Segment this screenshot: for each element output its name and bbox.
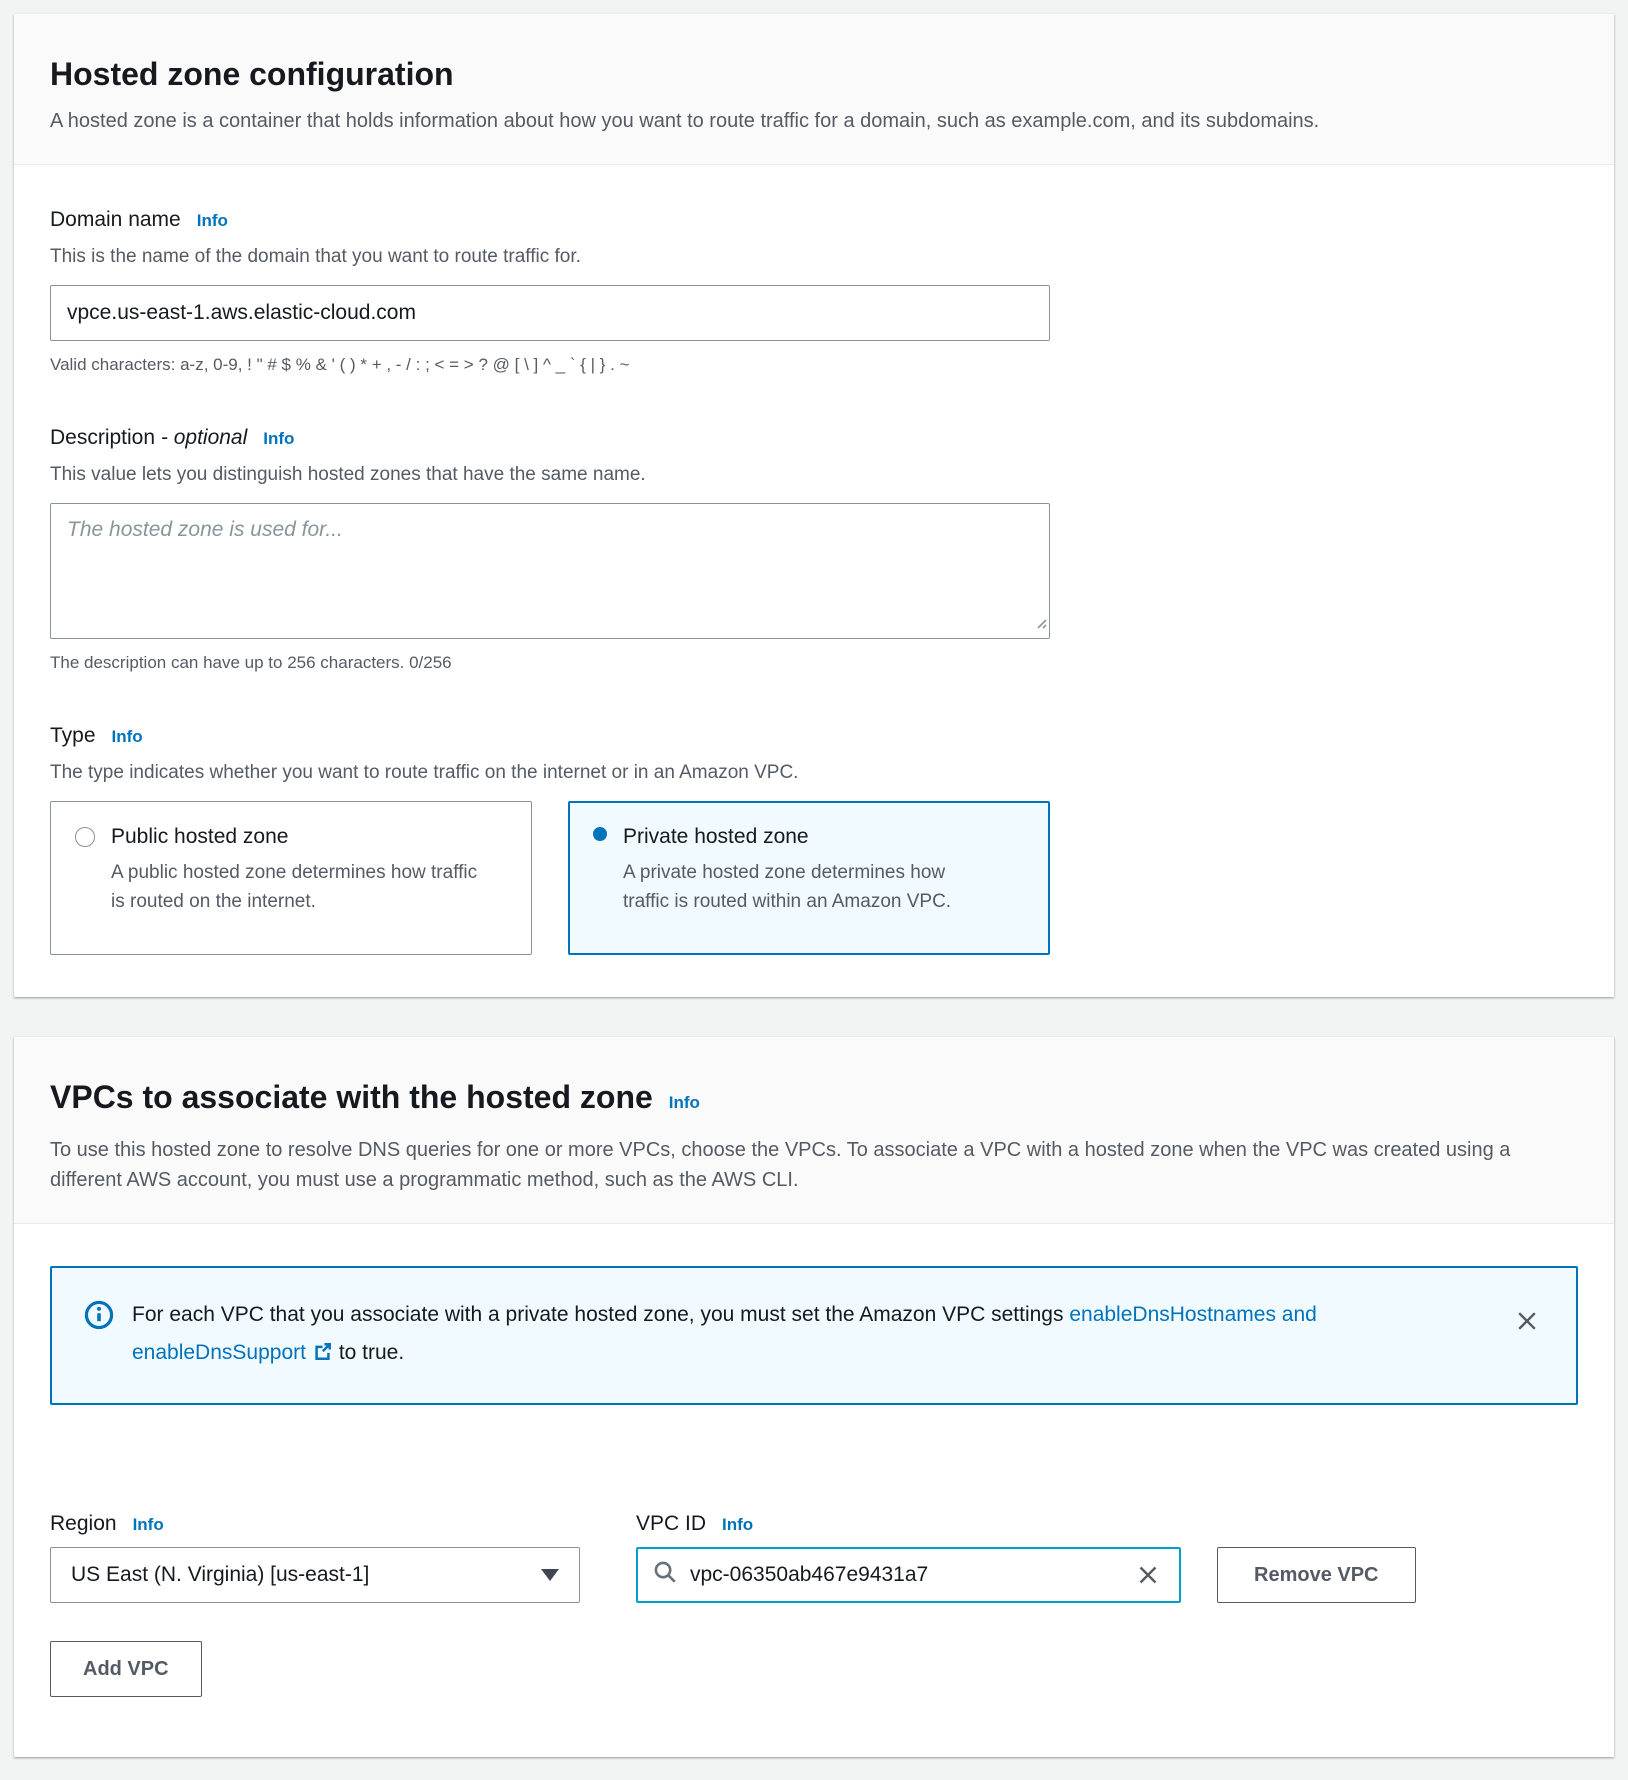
hosted-zone-card-header: [14, 14, 1614, 165]
hosted-zone-card-subtitle: A hosted zone is a container that holds information about how you want to route traffic for a domain, such as example.com, and its subdomains.: [50, 110, 1320, 132]
vpc-card-title: [50, 1075, 1578, 1125]
clear-icon: [1135, 1562, 1161, 1588]
description-info-link[interactable]: Info: [263, 429, 295, 448]
public-option-label: Public hosted zone: [111, 825, 289, 848]
region-selected-value: US East (N. Virginia) [us-east-1]: [71, 1563, 370, 1586]
clear-vpc-id-button[interactable]: [1131, 1558, 1165, 1592]
radio-unchecked-icon[interactable]: [75, 827, 95, 847]
search-icon: [652, 1559, 678, 1591]
external-link-icon: [312, 1344, 333, 1367]
description-constraint: The description can have up to 256 characters. 0/256: [50, 653, 452, 672]
remove-vpc-button[interactable]: Remove VPC: [1217, 1547, 1416, 1603]
domain-name-hint: This is the name of the domain that you want to route traffic for.: [50, 246, 581, 267]
private-option-text: [623, 822, 993, 916]
vpc-card-info-link[interactable]: Info: [668, 1093, 700, 1112]
page: [0, 14, 1628, 1780]
public-option-text: [111, 822, 481, 916]
add-vpc-button[interactable]: Add VPC: [50, 1641, 202, 1697]
private-hosted-zone-option[interactable]: [568, 801, 1050, 955]
region-column: [50, 1509, 580, 1603]
bottom-spacer: [0, 1757, 1628, 1776]
vpc-card-title-text: VPCs to associate with the hosted zone: [50, 1079, 653, 1115]
region-label: Region: [50, 1512, 117, 1535]
alert-message: [132, 1296, 1352, 1375]
close-icon: [1514, 1308, 1540, 1334]
domain-name-constraint: Valid characters: a-z, 0-9, ! " # $ % & ' ( ) * + , - / : ; < = > ? @ [ \ ] ^ _ ` { | } . ~: [50, 355, 630, 374]
vpc-id-label-row: [636, 1509, 1181, 1539]
public-hosted-zone-option[interactable]: [50, 801, 532, 955]
vpc-id-info-link[interactable]: Info: [722, 1515, 754, 1534]
description-hint: This value lets you distinguish hosted zones that have the same name.: [50, 464, 646, 485]
description-field-group: [50, 423, 1578, 675]
description-textarea[interactable]: [50, 503, 1050, 639]
type-label-row: [50, 721, 1578, 751]
region-label-row: [50, 1509, 580, 1539]
region-select[interactable]: [50, 1547, 580, 1603]
type-label: Type: [50, 724, 96, 747]
domain-name-field-group: [50, 205, 1578, 377]
hosted-zone-card-body: [14, 165, 1614, 997]
vpc-card-body: [14, 1224, 1614, 1757]
domain-name-label-row: [50, 205, 1578, 235]
vpc-card-subtitle: To use this hosted zone to resolve DNS queries for one or more VPCs, choose the VPCs. To associate a VPC with a hosted zone when the VPC was created using a different AWS account, you must use a programmatic method, such as the AWS CLI.: [50, 1139, 1511, 1191]
radio-checked-icon[interactable]: [593, 827, 607, 841]
description-textarea-wrap: [50, 503, 1050, 639]
alert-text-after-link: to true.: [338, 1341, 405, 1364]
vpc-settings-info-alert: [50, 1266, 1578, 1405]
vpc-id-label: VPC ID: [636, 1512, 707, 1535]
type-hint: The type indicates whether you want to route traffic on the internet or in an Amazon VPC.: [50, 762, 799, 783]
chevron-down-icon: [541, 1569, 559, 1581]
enable-dns-settings-link[interactable]: enableDnsHostnames and enableDnsSupport: [132, 1303, 1317, 1364]
hosted-zone-card-title: [50, 52, 1578, 96]
hosted-zone-card-title-text: Hosted zone configuration: [50, 56, 454, 92]
type-info-link[interactable]: Info: [111, 727, 143, 746]
vpc-association-card: [14, 1037, 1614, 1757]
alert-close-button[interactable]: [1508, 1302, 1546, 1343]
description-optional-suffix: - optional: [160, 426, 248, 449]
region-info-link[interactable]: Info: [132, 1515, 164, 1534]
vpc-id-column: [636, 1509, 1181, 1603]
hosted-zone-configuration-card: [14, 14, 1614, 997]
domain-name-info-link[interactable]: Info: [196, 211, 228, 230]
vpc-id-value: vpc-06350ab467e9431a7: [690, 1563, 929, 1586]
description-label-row: [50, 423, 1578, 453]
type-options: [50, 801, 1578, 955]
info-circle-icon: [84, 1300, 114, 1335]
domain-name-input[interactable]: [50, 285, 1050, 341]
vpc-id-input[interactable]: [636, 1547, 1181, 1603]
description-label: Description - optional: [50, 426, 248, 449]
domain-name-label: Domain name: [50, 208, 181, 231]
vpc-card-header: [14, 1037, 1614, 1224]
vpc-row: [50, 1509, 1578, 1603]
private-option-label: Private hosted zone: [623, 825, 809, 848]
private-option-description: A private hosted zone determines how traffic is routed within an Amazon VPC.: [623, 862, 952, 912]
alert-text-before-link: For each VPC that you associate with a private hosted zone, you must set the Amazon VPC settings: [132, 1303, 1064, 1326]
public-option-description: A public hosted zone determines how traffic is routed on the internet.: [111, 862, 478, 912]
type-field-group: [50, 721, 1578, 955]
